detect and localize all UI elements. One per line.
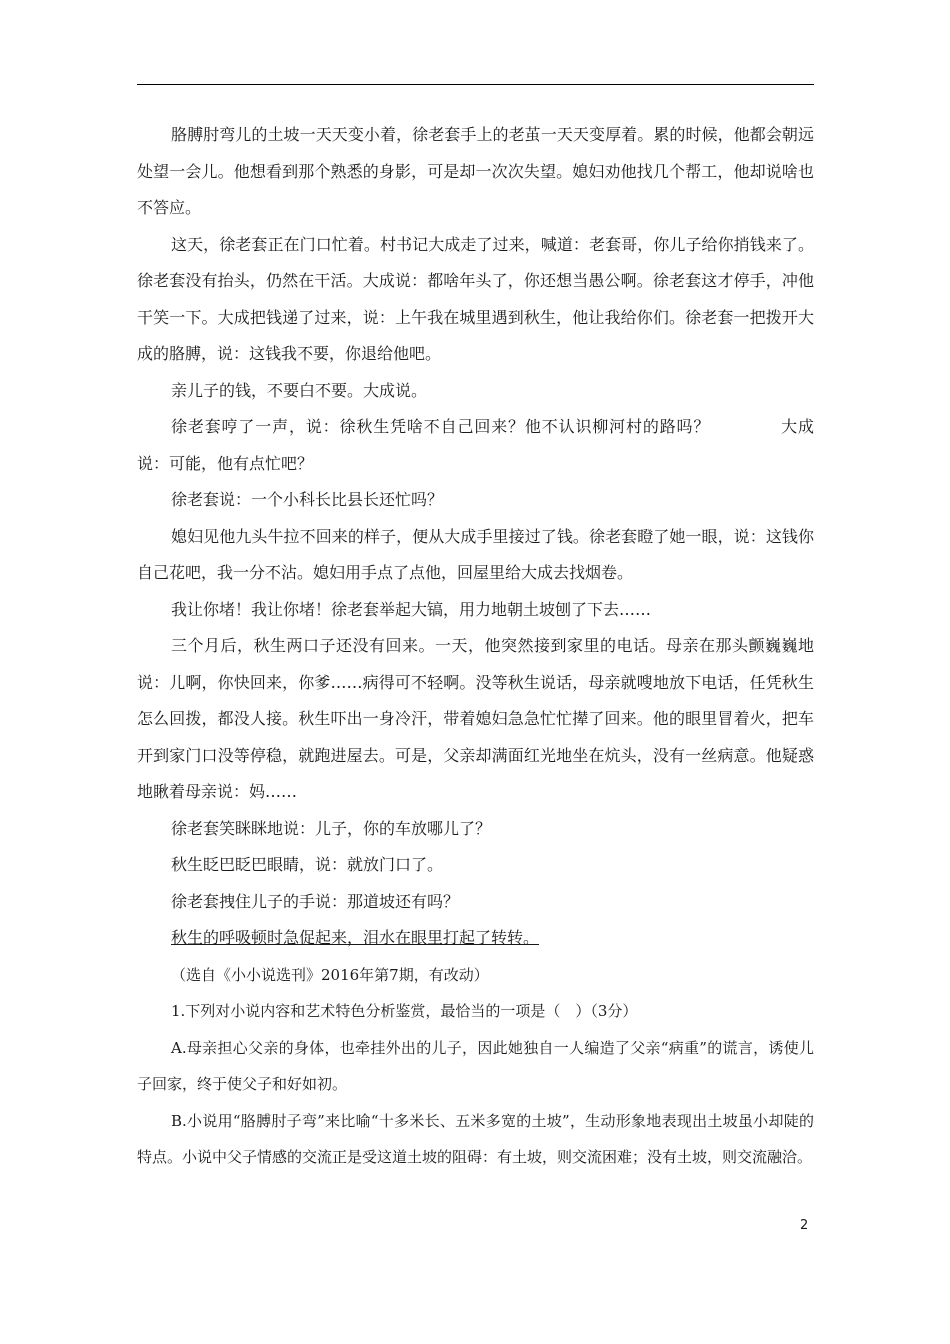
- paragraph-part: 大成说：可能，他有点忙吧？: [137, 417, 814, 473]
- option-b: B.小说用“胳膊肘子弯”来比喻“十多米长、五米多宽的土坡”，生动形象地表现出土坡虽小却陡的特点。小说中父子情感的交流正是受这道土坡的阻碍：有土坡，则交流困难；没有土坡，则交流融洽。: [137, 1111, 814, 1166]
- page-number: 2: [800, 1218, 809, 1233]
- header-rule: [137, 84, 814, 85]
- paragraph: 我让你堵！我让你堵！徐老套举起大镐，用力地朝土坡刨了下去……: [171, 599, 652, 619]
- underlined-text: 秋生的呼吸顿时急促起来，泪水在眼里打起了转转。: [171, 928, 540, 947]
- paragraph: 媳妇见他九头牛拉不回来的样子，便从大成手里接过了钱。徐老套瞪了她一眼，说：这钱你自己花吧，我一分不沾。媳妇用手点了点他，回屋里给大成去找烟卷。: [137, 526, 814, 582]
- paragraph: 亲儿子的钱，不要白不要。大成说。: [171, 380, 428, 400]
- paragraph: 秋生眨巴眨巴眼睛，说：就放门口了。: [171, 855, 444, 874]
- paragraph: 徐老套说：一个小科长比县长还忙吗？: [171, 490, 444, 509]
- paragraph: 徐老套笑眯眯地说：儿子，你的车放哪儿了？: [171, 818, 492, 838]
- paragraph-part: 徐老套哼了一声，说：徐秋生凭啥不自己回来？他不认识柳河村的路吗？: [171, 417, 711, 436]
- paragraph: [137, 409, 814, 482]
- underlined-sentence: [137, 920, 814, 957]
- article-body: [137, 117, 814, 1176]
- paragraph: 徐老套拽住儿子的手说：那道坡还有吗？: [171, 891, 460, 911]
- source-citation: （选自《小小说选刊》2016年第7期，有改动）: [171, 965, 489, 984]
- paragraph: 这天，徐老套正在门口忙着。村书记大成走了过来，喊道：老套哥，你儿子给你捎钱来了。徐老套没有抬头，仍然在干活。大成说：都啥年头了，你还想当愚公啊。徐老套这才停手，冲他干笑一下。大成把钱递了过来，说：上午我在城里遇到秋生，他让我给你们。徐老套一把拨开大成的胳膊，说：这钱我不要，你退给他吧。: [137, 234, 814, 363]
- paragraph: 三个月后，秋生两口子还没有回来。一天，他突然接到家里的电话。母亲在那头颤巍巍地说：儿啊，你快回来，你爹……病得可不轻啊。没等秋生说话，母亲就嗖地放下电话，任凭秋生怎么回拨，都没人接。秋生吓出一身冷汗，带着媳妇急急忙忙撵了回来。他的眼里冒着火，把车开到家门口没等停稳，就跑进屋去。可是，父亲却满面红光地坐在炕头，没有一丝病意。他疑惑地瞅着母亲说：妈……: [137, 636, 814, 801]
- question-1: 1.下列对小说内容和艺术特色分析鉴赏，最恰当的一项是（ ）（3分）: [171, 1002, 638, 1020]
- paragraph: 胳膊肘弯儿的土坡一天天变小着，徐老套手上的老茧一天天变厚着。累的时候，他都会朝远处望一会儿。他想看到那个熟悉的身影，可是却一次次失望。媳妇劝他找几个帮工，他却说啥也不答应。: [137, 125, 814, 217]
- option-a: A.母亲担心父亲的身体，也牵挂外出的儿子，因此她独自一人编造了父亲“病重”的谎言，诱使儿子回家，终于使父子和好如初。: [137, 1038, 814, 1093]
